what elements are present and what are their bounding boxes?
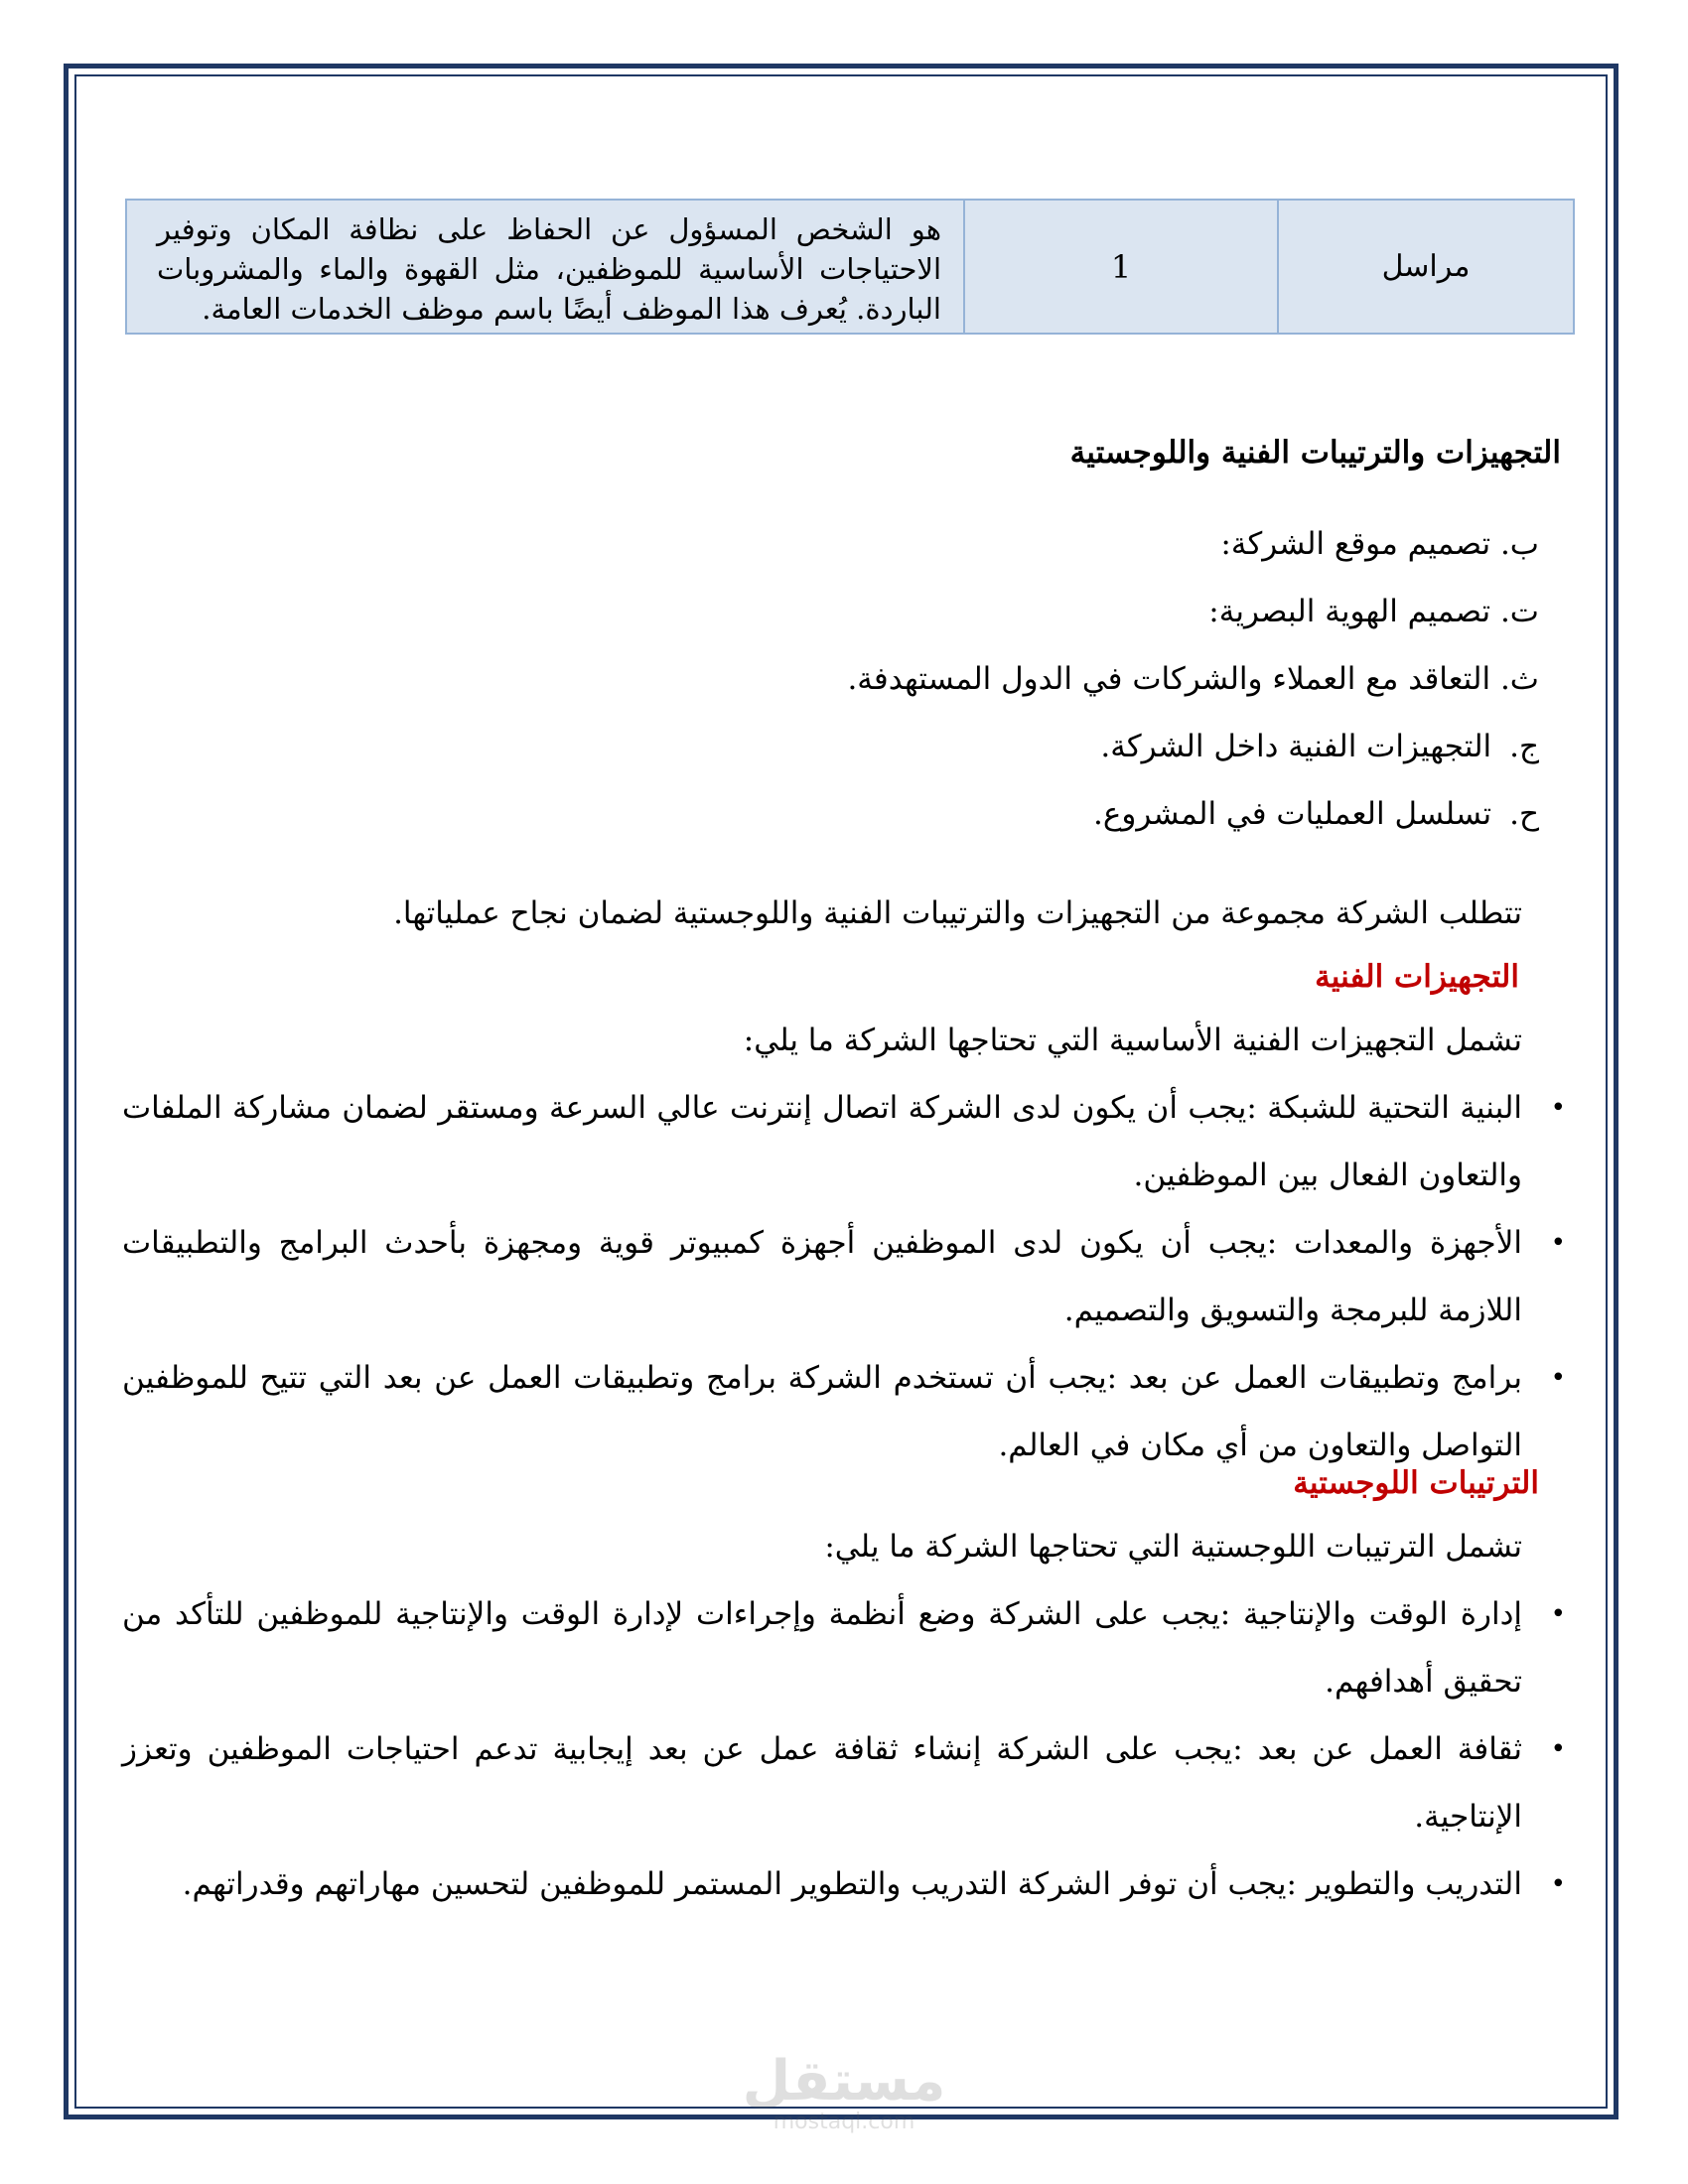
list-item xyxy=(122,1344,1566,1479)
technical-heading: التجهيزات الفنية xyxy=(1315,959,1519,995)
bullet-icon: • xyxy=(1550,1599,1566,1629)
list-item xyxy=(122,1850,1566,1918)
bullet-icon: • xyxy=(1550,1228,1566,1258)
list-item-text: ثقافة العمل عن بعد :يجب على الشركة إنشاء ثقافة عمل عن بعد إيجابية تدعم احتياجات الموظفين وتعزز الإنتاجية. xyxy=(122,1731,1522,1835)
list-item-text: الأجهزة والمعدات :يجب أن يكون لدى الموظفين أجهزة كمبيوتر قوية ومجهزة بأحدث البرامج والتطبيقات اللازمة للبرمجة والتسويق والتصميم. xyxy=(122,1225,1522,1328)
list-item-text: تصميم موقع الشركة: xyxy=(1220,526,1491,562)
list-item xyxy=(847,796,1539,864)
list-item xyxy=(847,526,1539,594)
role-count-cell: 1 xyxy=(964,200,1278,334)
list-item-text: برامج وتطبيقات العمل عن بعد :يجب أن تستخدم الشركة برامج وتطبيقات العمل عن بعد التي تتيح للموظفين التواصل والتعاون من أي مكان في العالم. xyxy=(122,1360,1522,1463)
list-item xyxy=(122,1715,1566,1850)
list-item-text: التدريب والتطوير :يجب أن توفر الشركة التدريب والتطوير المستمر للموظفين لتحسين مهاراتهم وقدراتهم. xyxy=(182,1866,1522,1902)
list-item xyxy=(122,1074,1566,1209)
list-item-text: تسلسل العمليات في المشروع. xyxy=(1093,796,1492,832)
list-item xyxy=(122,1209,1566,1344)
list-letter: ث. xyxy=(1499,661,1539,697)
list-item-text: البنية التحتية للشبكة :يجب أن يكون لدى الشركة اتصال إنترنت عالي السرعة ومستقر لضمان مشاركة الملفات والتعاون الفعال بين الموظفين. xyxy=(122,1090,1522,1193)
list-item-text: التجهيزات الفنية داخل الشركة. xyxy=(1100,729,1492,764)
list-item-text: تصميم الهوية البصرية: xyxy=(1208,594,1491,629)
bullet-icon: • xyxy=(1550,1093,1566,1123)
bullet-icon: • xyxy=(1550,1363,1566,1393)
lettered-list xyxy=(847,526,1539,864)
list-item xyxy=(847,729,1539,796)
mostaql-watermark-logo xyxy=(740,2045,948,2134)
section-heading: التجهيزات والترتيبات الفنية واللوجستية xyxy=(1069,435,1561,471)
list-letter: ح. xyxy=(1509,796,1539,832)
list-item xyxy=(122,1580,1566,1715)
technical-list xyxy=(122,1074,1566,1479)
logistics-heading: الترتيبات اللوجستية xyxy=(1293,1465,1539,1501)
list-letter: ج. xyxy=(1509,729,1539,764)
role-name-cell: مراسل xyxy=(1278,200,1574,334)
list-letter: ب. xyxy=(1499,526,1539,562)
list-item-text: إدارة الوقت والإنتاجية :يجب على الشركة وضع أنظمة وإجراءات لإدارة الوقت والإنتاجية للموظفين للتأكد من تحقيق أهدافهم. xyxy=(122,1596,1522,1700)
list-item xyxy=(847,661,1539,729)
logistics-list xyxy=(122,1580,1566,1918)
bullet-icon: • xyxy=(1550,1734,1566,1764)
list-letter: ت. xyxy=(1499,594,1539,629)
list-item xyxy=(847,594,1539,661)
svg-text:مستقل: مستقل xyxy=(742,2049,946,2114)
bullet-icon: • xyxy=(1550,1869,1566,1899)
role-description-cell: هو الشخص المسؤول عن الحفاظ على نظافة المكان وتوفير الاحتياجات الأساسية للموظفين، مثل القهوة والماء والمشروبات الباردة. يُعرف هذا الموظف أيضًا باسم موظف الخدمات العامة. xyxy=(126,200,964,334)
list-item-text: التعاقد مع العملاء والشركات في الدول المستهدفة. xyxy=(847,661,1491,697)
svg-text:mostaql.com: mostaql.com xyxy=(773,2110,915,2134)
intro-paragraph: تتطلب الشركة مجموعة من التجهيزات والترتيبات الفنية واللوجستية لضمان نجاح عملياتها. xyxy=(393,895,1522,931)
technical-lead: تشمل التجهيزات الفنية الأساسية التي تحتاجها الشركة ما يلي: xyxy=(743,1023,1522,1058)
logistics-lead: تشمل الترتيبات اللوجستية التي تحتاجها الشركة ما يلي: xyxy=(824,1529,1522,1565)
